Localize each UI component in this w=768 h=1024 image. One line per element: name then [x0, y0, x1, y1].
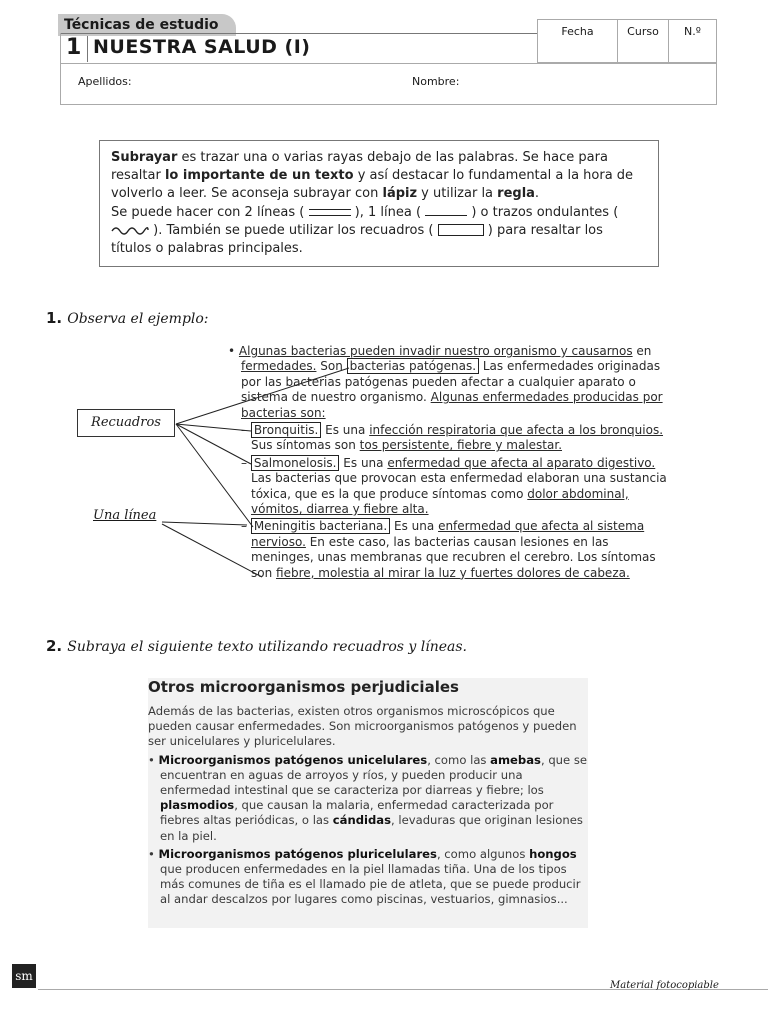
example-text-run: Es una	[390, 519, 439, 534]
exercise-1-number: 1.	[46, 309, 63, 327]
example-text	[228, 344, 674, 581]
bold-term: amebas	[490, 752, 541, 767]
boxed-term: bacterias patógenas.	[347, 358, 479, 374]
definition-text: ) para resaltar los títulos o palabras principales.	[111, 222, 603, 257]
example-item-meningitis: – Meningitis bacteriana. Es una enfermedad que afecta al sistema nervioso. En este caso, las bacterias causan lesiones en las meninges, unas membranas que recubren el cerebro. Los síntomas son fiebre, molestia al mirar la luz y fuertes dolores de cabeza.	[241, 519, 656, 580]
text-intro: Además de las bacterias, existen otros organismos microscópicos que pueden causar enfermedades. Son microorganismos patógenos y pueden ser unicelulares y pluricelulares.	[148, 704, 577, 749]
definition-box	[99, 140, 659, 267]
underlined-phrase: enfermedad que afecta al aparato digestivo.	[387, 455, 656, 470]
label-una-linea: Una línea	[93, 508, 157, 523]
underlined-phrase: fermedades.	[241, 359, 317, 374]
underlined-phrase: tos persistente, fiebre y malestar.	[359, 438, 563, 453]
definition-text: y así destacar lo fundamental a la hora de volverlo a leer. Se aconseja subrayar con	[111, 168, 634, 202]
unit-separator	[87, 36, 88, 62]
box-sample	[438, 224, 484, 236]
example-text-run: Es una	[321, 423, 370, 438]
underlined-phrase: Algunas bacterias pueden invadir nuestro organismo y causarnos	[238, 344, 633, 358]
bold-term: cándidas	[332, 813, 391, 828]
example-text-run: En este caso, las bacterias causan lesiones en las meninges, unas membranas que recubren el cerebro. Los síntomas son	[251, 534, 656, 580]
bold-term: plasmodios	[160, 798, 235, 813]
underlined-phrase: enfermedad que afecta al sistema nervioso.	[251, 519, 645, 549]
unit-number: 1	[66, 35, 82, 60]
boxed-term: Salmonelosis.	[251, 455, 340, 471]
exercise-1-instruction: Observa el ejemplo:	[67, 311, 209, 327]
apellidos-label: Apellidos:	[78, 75, 132, 88]
publisher-logo: sm	[12, 964, 36, 988]
underlined-phrase: Algunas enfermedades producidas por bacterias son:	[241, 390, 663, 420]
bold-term: Microorganismos patógenos unicelulares	[158, 752, 428, 767]
example-text-run: Es una	[339, 455, 388, 470]
list-item-unicelulares: • Microorganismos patógenos unicelulares, como las amebas, que se encuentran en aguas de arroyos y ríos, y pueden producir una enfermedad intestinal que se caracteriza por diarreas y fiebre; los plasmodios, que causan la malaria, enfermedad caracterizada por fiebres altas periódicas, o las cándidas, levaduras que originan lesiones en la piel.	[148, 752, 588, 843]
numero-label: N.º	[684, 25, 701, 38]
text-run: , como las	[427, 752, 491, 767]
bold-term: Microorganismos patógenos pluricelulares	[158, 846, 437, 861]
example-item-salmonelosis: – Salmonelosis. Es una enfermedad que afecta al aparato digestivo. Las bacterias que provocan esta enfermedad elaboran una sustancia tóxica, que es la que produce síntomas como dolor abdominal, vómitos, diarrea y fiebre alta.	[241, 455, 667, 517]
definition-paragraph-1	[111, 149, 646, 204]
definition-text: Se puede hacer con 2 líneas (	[111, 204, 305, 220]
curso-label: Curso	[627, 25, 659, 38]
definition-text: ). También se puede utilizar los recuadros (	[153, 222, 434, 238]
example-text-run: Las enfermedades originadas por las bacterias patógenas pueden afectar a cualquier aparato o sistema de nuestro organismo.	[241, 359, 661, 405]
term-importante: lo importante de un texto	[164, 168, 354, 184]
exercise-2-number: 2.	[46, 637, 63, 655]
text-body	[148, 704, 588, 908]
nombre-label: Nombre:	[412, 75, 460, 88]
double-line-sample	[309, 209, 351, 216]
curso-field[interactable]	[617, 19, 669, 63]
wavy-line-icon	[111, 225, 149, 235]
single-line-sample	[425, 215, 467, 216]
underlined-phrase: fiebre, molestia al mirar la luz y fuertes dolores de cabeza.	[276, 565, 630, 580]
example-item-bronquitis: – Bronquitis. Es una infección respiratoria que afecta a los bronquios. Sus síntomas son tos persistente, fiebre y malestar.	[241, 423, 664, 453]
fecha-label: Fecha	[561, 25, 594, 38]
definition-text: ) o trazos ondulantes (	[471, 204, 619, 220]
example-text-run: Sus síntomas son	[251, 438, 360, 453]
exercise-2-instruction: Subraya el siguiente texto utilizando recuadros y líneas.	[67, 639, 468, 655]
numero-field[interactable]	[668, 19, 717, 63]
underlined-phrase: dolor abdominal, vómitos, diarrea y fiebre alta.	[251, 486, 629, 517]
example-text-run: Son	[316, 359, 347, 374]
header-row-divider	[60, 63, 717, 64]
fecha-field[interactable]	[537, 19, 618, 63]
example-text-run: en	[632, 344, 652, 358]
text-run: , que se encuentran en aguas de arroyos y ríos, y pueden producir una enfermedad intestinal que se caracteriza por diarreas y fiebre; los	[160, 752, 588, 798]
boxed-term: Meningitis bacteriana.	[251, 518, 390, 534]
term-lapiz: lápiz	[382, 186, 418, 202]
definition-text: .	[534, 186, 540, 202]
list-item-pluricelulares: • Microorganismos patógenos pluricelulares, como algunos hongos que producen enfermedades en la piel llamadas tiña. Una de los tipos más comunes de tiña es el llamado pie de atleta, que se puede producir al andar descalzos por lugares como piscinas, vestuarios, gimnasios...	[148, 846, 581, 907]
text-run: , que causan la malaria, enfermedad caracterizada por fiebres altas periódicas, o las	[160, 798, 554, 828]
footer-note: Material fotocopiable	[610, 980, 719, 991]
definition-text: es trazar una o varias rayas debajo de las palabras. Se hace para resaltar	[111, 150, 608, 184]
text-run: que producen enfermedades en la piel llamadas tiña. Una de los tipos más comunes de tiña es el llamado pie de atleta, que se puede producir al andar descalzos por lugares como piscinas, vestuarios, gimnasios...	[160, 862, 581, 907]
example-text-run: Las bacterias que provocan esta enfermedad elaboran una sustancia tóxica, que es la que produce síntomas como	[251, 471, 667, 501]
example-intro: • Algunas bacterias pueden invadir nuestro organismo y causarnos en fermedades. Son bacterias patógenas. Las enfermedades originadas por las bacterias patógenas pueden afectar a cualquier aparato o sistema de nuestro organismo. Algunas enfermedades producidas por bacterias son:	[228, 344, 663, 420]
label-recuadros: Recuadros	[77, 409, 175, 437]
text-to-underline[interactable]	[148, 678, 588, 928]
text-title: Otros microorganismos perjudiciales	[148, 678, 459, 696]
term-regla: regla	[497, 186, 535, 202]
definition-paragraph-2	[111, 204, 646, 259]
text-run: , como algunos	[436, 846, 530, 861]
section-label: Técnicas de estudio	[64, 17, 219, 33]
term-subrayar: Subrayar	[111, 150, 178, 165]
underlined-phrase: infección respiratoria que afecta a los bronquios.	[369, 423, 664, 438]
definition-text: ), 1 línea (	[354, 204, 422, 220]
definition-text: y utilizar la	[417, 186, 498, 202]
unit-title: NUESTRA SALUD (I)	[93, 36, 311, 58]
bold-term: hongos	[529, 846, 577, 861]
boxed-term: Bronquitis.	[251, 422, 322, 438]
exercise-2-header	[46, 636, 467, 655]
exercise-1-header	[46, 308, 209, 327]
text-run: , levaduras que originan lesiones en la piel.	[160, 813, 583, 843]
